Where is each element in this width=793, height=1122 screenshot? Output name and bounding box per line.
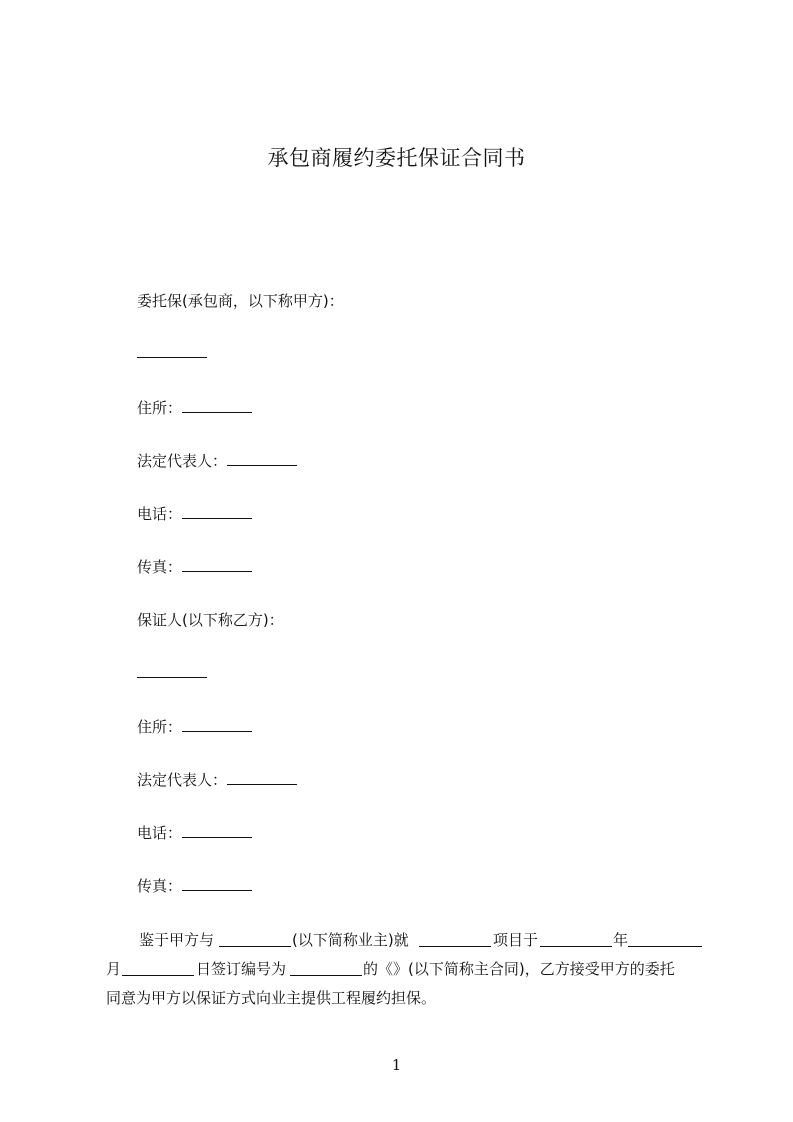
party-b-address-label: 住所： xyxy=(137,718,183,736)
clause-row-2 xyxy=(106,955,706,984)
party-b-rep-label: 法定代表人： xyxy=(137,771,228,789)
party-a-fax xyxy=(137,557,252,577)
blank-field xyxy=(219,932,291,947)
party-b-fax xyxy=(137,876,252,896)
party-b-fax-blank xyxy=(182,876,252,891)
party-b-phone-blank xyxy=(182,823,252,838)
blank-field xyxy=(290,961,362,976)
party-a-rep xyxy=(137,451,297,471)
party-b-address-blank xyxy=(182,717,252,732)
party-b-phone-label: 电话： xyxy=(137,824,183,842)
blank-field xyxy=(122,961,194,976)
party-b-fax-label: 传真： xyxy=(137,877,183,895)
party-b-address xyxy=(137,717,252,737)
clause-row-3 xyxy=(106,984,706,1013)
party-b-rep xyxy=(137,770,297,790)
party-a-phone xyxy=(137,504,252,524)
party-a-address-blank xyxy=(182,398,252,413)
party-a-address-label: 住所： xyxy=(137,399,183,417)
party-b-heading: 保证人(以下称乙方)： xyxy=(137,611,284,629)
clause-text: 的《》(以下简称主合同)，乙方接受甲方的委托 xyxy=(363,960,675,978)
party-b-name-blank xyxy=(137,663,207,683)
page-number: 1 xyxy=(391,1056,402,1074)
clause-text: 同意为甲方以保证方式向业主提供工程履约担保。 xyxy=(106,989,437,1007)
clause-text: 月 xyxy=(106,960,122,978)
party-a-heading: 委托保(承包商，以下称甲方)： xyxy=(137,292,344,310)
party-b-rep-blank xyxy=(227,770,297,785)
party-a-name-blank xyxy=(137,343,207,363)
blank-field xyxy=(419,932,491,947)
party-a-fax-blank xyxy=(182,557,252,572)
party-a-rep-label: 法定代表人： xyxy=(137,452,228,470)
clause-text: 鉴于甲方与 xyxy=(139,931,215,949)
party-a-rep-blank xyxy=(227,451,297,466)
party-a-phone-label: 电话： xyxy=(137,505,183,523)
clause-row-1 xyxy=(106,926,706,955)
party-a-phone-blank xyxy=(182,504,252,519)
blank-field xyxy=(540,932,612,947)
clause-paragraph xyxy=(106,926,706,1013)
party-a-fax-label: 传真： xyxy=(137,558,183,576)
party-b-phone xyxy=(137,823,252,843)
party-a-address xyxy=(137,398,252,418)
blank-field xyxy=(628,932,702,947)
document-title: 承包商履约委托保证合同书 xyxy=(267,146,526,170)
clause-text: 项目于 xyxy=(493,931,539,949)
clause-text: 日签订编号为 xyxy=(196,960,287,978)
clause-text: (以下简称业主)就 xyxy=(292,931,409,949)
clause-text: 年 xyxy=(613,931,629,949)
